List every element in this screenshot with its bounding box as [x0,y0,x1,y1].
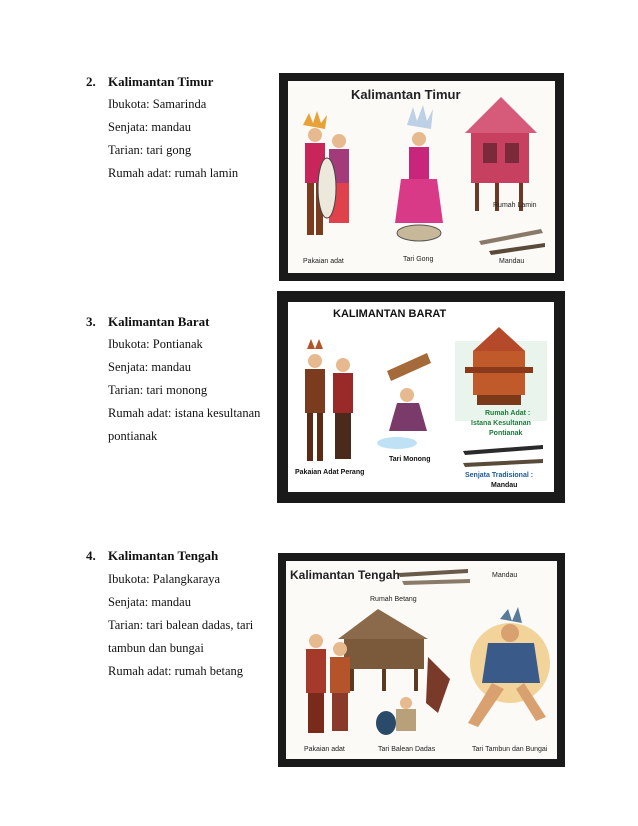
section-number: 4. [86,548,96,563]
info-dance: Tarian: tari balean dadas, tari [108,618,254,632]
info-house: Rumah adat: rumah betang [108,664,244,678]
illustration-kalimantan-timur [279,73,564,281]
section-heading [86,74,213,90]
label-pakaian-adat: Pakaian adat [303,258,344,265]
illustration-kalimantan-barat [277,291,565,503]
info-dance: Tarian: tari gong [108,143,192,157]
label-mandau: Mandau [492,572,518,579]
istana-drawing [455,327,547,421]
info-capital: Ibukota: Samarinda [108,97,207,111]
label-istana: Istana Kesultanan [471,420,531,427]
section-title: Kalimantan Barat [108,314,210,329]
label-tari-monong: Tari Monong [389,456,431,463]
info-weapon: Senjata: mandau [108,595,191,609]
info-weapon: Senjata: mandau [108,120,191,134]
label-rumah-betang: Rumah Betang [370,596,417,603]
label-tari-balean-dadas: Tari Balean Dadas [378,746,436,753]
section-title: Kalimantan Tengah [108,548,219,563]
label-senjata: Senjata Tradisional : [465,472,534,479]
info-house: Rumah adat: rumah lamin [108,166,239,180]
info-capital: Ibukota: Palangkaraya [108,572,221,586]
image-title: Kalimantan Tengah [290,568,400,582]
label-rumah-lamin: Rumah Lamin [493,202,537,209]
label-tari-gong: Tari Gong [403,256,434,263]
illustration-kalimantan-tengah [278,553,565,767]
label-mandau: Mandau [499,258,525,265]
label-pakaian-adat: Pakaian adat [304,746,345,753]
info-house-cont: pontianak [108,429,158,443]
label-pontianak: Pontianak [489,430,523,437]
info-house: Rumah adat: istana kesultanan [108,406,261,420]
image-title: Kalimantan Timur [351,87,461,102]
label-mandau: Mandau [491,482,518,489]
label-rumah-adat: Rumah Adat : [485,410,531,417]
info-dance-cont: tambun dan bungai [108,641,204,655]
info-capital: Ibukota: Pontianak [108,337,203,351]
section-number: 2. [86,74,96,89]
info-dance: Tarian: tari monong [108,383,208,397]
label-pakaian-adat-perang: Pakaian Adat Perang [295,469,365,476]
info-weapon: Senjata: mandau [108,360,191,374]
section-title: Kalimantan Timur [108,74,214,89]
section-number: 3. [86,314,96,329]
section-heading [86,548,218,564]
section-heading [86,314,209,330]
label-tari-tambun: Tari Tambun dan Bungai [472,746,548,753]
image-title: KALIMANTAN BARAT [333,308,447,320]
